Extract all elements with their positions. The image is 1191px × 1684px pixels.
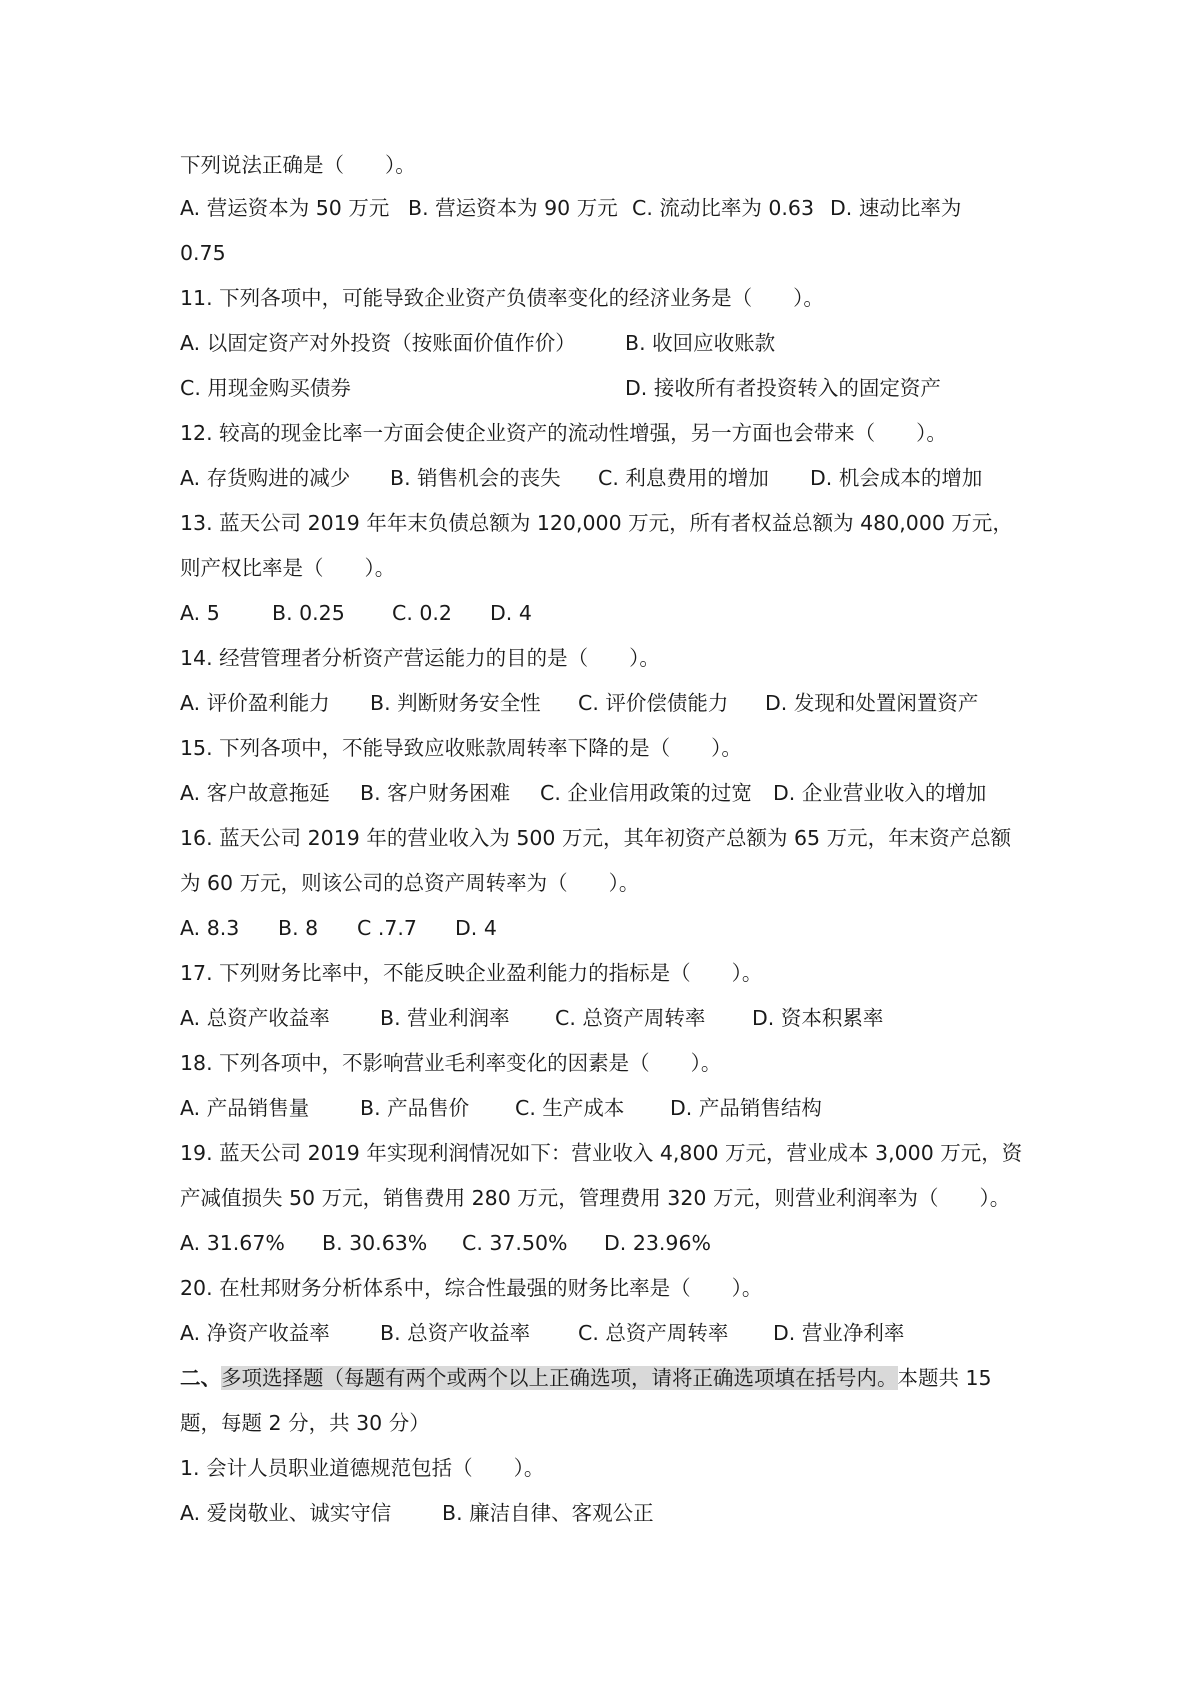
option-c: C. 总资产周转率 — [578, 1321, 729, 1345]
section-points: 本题共 15 — [897, 1366, 992, 1390]
option-b: B. 30.63% — [322, 1231, 428, 1255]
option-c: C. 企业信用政策的过宽 — [540, 781, 752, 805]
question-13-stem-cont: 则产权比率是（ ）。 — [180, 556, 396, 580]
option-d: D. 资本积累率 — [752, 1006, 884, 1030]
option-c: C. 总资产周转率 — [555, 1006, 706, 1030]
question-19-stem-cont: 产减值损失 50 万元，销售费用 280 万元，管理费用 320 万元，则营业利润率为（ ）。 — [180, 1186, 1011, 1210]
multi-question-1-stem: 1. 会计人员职业道德规范包括（ ）。 — [180, 1456, 545, 1480]
option-b: B. 廉洁自律、客观公正 — [442, 1501, 654, 1525]
option-b: B. 8 — [278, 916, 319, 940]
question-19-stem: 19. 蓝天公司 2019 年实现利润情况如下：营业收入 4,800 万元，营业成本 3,000 万元，资 — [180, 1141, 1023, 1165]
option-a: A. 净资产收益率 — [180, 1321, 330, 1345]
option-a: A. 总资产收益率 — [180, 1006, 330, 1030]
option-b: B. 总资产收益率 — [380, 1321, 531, 1345]
option-b: B. 产品售价 — [360, 1096, 470, 1120]
question-11-stem: 11. 下列各项中，可能导致企业资产负债率变化的经济业务是（ ）。 — [180, 286, 824, 310]
option-d: D. 营业净利率 — [773, 1321, 905, 1345]
option-b: B. 营运资本为 90 万元 — [408, 196, 618, 220]
question-18-stem: 18. 下列各项中，不影响营业毛利率变化的因素是（ ）。 — [180, 1051, 722, 1075]
option-b: B. 营业利润率 — [380, 1006, 510, 1030]
option-a: A. 存货购进的减少 — [180, 466, 351, 490]
option-c: C. 0.2 — [392, 601, 452, 625]
option-d: D. 发现和处置闲置资产 — [765, 691, 979, 715]
question-15-stem: 15. 下列各项中，不能导致应收账款周转率下降的是（ ）。 — [180, 736, 742, 760]
option-d: D. 速动比率为 — [830, 196, 962, 220]
option-b: B. 判断财务安全性 — [370, 691, 541, 715]
option-b: B. 收回应收账款 — [625, 331, 776, 355]
option-c: C. 37.50% — [462, 1231, 568, 1255]
section-number: 二、 — [180, 1366, 221, 1390]
option-c: C .7.7 — [357, 916, 417, 940]
question-17-stem: 17. 下列财务比率中，不能反映企业盈利能力的指标是（ ）。 — [180, 961, 763, 985]
option-d: D. 企业营业收入的增加 — [773, 781, 987, 805]
option-d: D. 产品销售结构 — [670, 1096, 822, 1120]
question-12-stem: 12. 较高的现金比率一方面会使企业资产的流动性增强，另一方面也会带来（ ）。 — [180, 421, 947, 445]
option-c: C. 生产成本 — [515, 1096, 625, 1120]
option-a: A. 产品销售量 — [180, 1096, 310, 1120]
option-a: A. 以固定资产对外投资（按账面价值作价） — [180, 331, 576, 355]
option-d: D. 4 — [490, 601, 532, 625]
option-b: B. 销售机会的丧失 — [390, 466, 561, 490]
question-14-stem: 14. 经营管理者分析资产营运能力的目的是（ ）。 — [180, 646, 660, 670]
question-10-option-d-cont: 0.75 — [180, 241, 226, 265]
option-d: D. 接收所有者投资转入的固定资产 — [625, 376, 941, 400]
option-a: A. 营运资本为 50 万元 — [180, 196, 390, 220]
option-a: A. 31.67% — [180, 1231, 285, 1255]
question-20-stem: 20. 在杜邦财务分析体系中，综合性最强的财务比率是（ ）。 — [180, 1276, 763, 1300]
option-a: A. 客户故意拖延 — [180, 781, 330, 805]
option-c: C. 用现金购买债券 — [180, 376, 351, 400]
option-b: B. 客户财务困难 — [360, 781, 511, 805]
option-c: C. 利息费用的增加 — [598, 466, 769, 490]
option-d: D. 机会成本的增加 — [810, 466, 983, 490]
highlighted-instructions: 多项选择题（每题有两个或两个以上正确选项，请将正确选项填在括号内。 — [221, 1366, 898, 1390]
option-b: B. 0.25 — [272, 601, 345, 625]
option-d: D. 23.96% — [604, 1231, 711, 1255]
question-10-stem-end: 下列说法正确是（ ）。 — [180, 153, 416, 177]
option-a: A. 爱岗敬业、诚实守信 — [180, 1501, 392, 1525]
option-a: A. 评价盈利能力 — [180, 691, 330, 715]
option-d: D. 4 — [455, 916, 497, 940]
option-a: A. 5 — [180, 601, 220, 625]
option-c: C. 评价偿债能力 — [578, 691, 729, 715]
question-13-stem: 13. 蓝天公司 2019 年年末负债总额为 120,000 万元，所有者权益总额为 480,000 万元， — [180, 511, 1013, 535]
section-2-heading — [180, 1363, 992, 1393]
question-16-stem: 16. 蓝天公司 2019 年的营业收入为 500 万元，其年初资产总额为 65 万元，年末资产总额 — [180, 826, 1012, 850]
option-c: C. 流动比率为 0.63 — [632, 196, 815, 220]
section-2-heading-cont: 题，每题 2 分，共 30 分） — [180, 1411, 430, 1435]
option-a: A. 8.3 — [180, 916, 240, 940]
question-16-stem-cont: 为 60 万元，则该公司的总资产周转率为（ ）。 — [180, 871, 640, 895]
